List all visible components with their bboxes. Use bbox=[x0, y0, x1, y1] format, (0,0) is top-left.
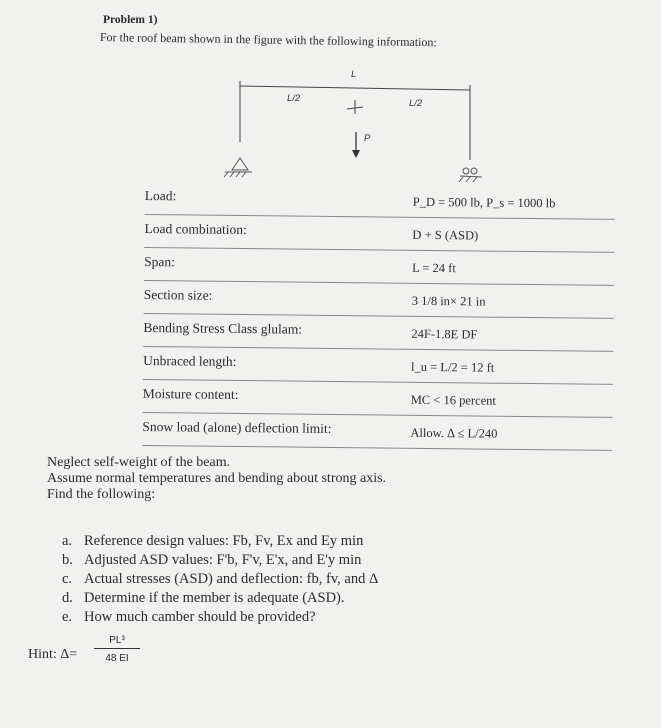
spec-row-load-combination bbox=[144, 215, 614, 253]
spec-label: Snow load (alone) deflection limit: bbox=[142, 418, 332, 436]
spec-label: Load: bbox=[144, 187, 177, 204]
hint-prefix: Hint: Δ= bbox=[28, 647, 78, 662]
spec-row-deflection-limit bbox=[142, 413, 612, 451]
task-text: Reference design values: Fb, Fv, Ex and Ey min bbox=[84, 533, 364, 549]
spec-row-span bbox=[144, 248, 614, 286]
spec-value: Allow. Δ ≤ L/240 bbox=[410, 425, 498, 441]
task-marker: b. bbox=[62, 552, 73, 568]
task-marker: c. bbox=[62, 571, 73, 587]
hint-numerator: PL³ bbox=[94, 635, 140, 649]
span-label: L bbox=[351, 69, 357, 80]
problem-intro: For the roof beam shown in the figure with the following information: bbox=[99, 30, 437, 50]
spec-label: Bending Stress Class glulam: bbox=[143, 319, 303, 337]
spec-value: 24F-1.8E DF bbox=[411, 326, 478, 342]
task-text: Actual stresses (ASD) and deflection: fb, fv, and Δ bbox=[84, 571, 379, 587]
note-line: Find the following: bbox=[47, 487, 156, 502]
task-marker: e. bbox=[62, 609, 73, 625]
task-text: How much camber should be provided? bbox=[84, 609, 316, 625]
spec-label: Moisture content: bbox=[142, 385, 239, 402]
task-item bbox=[62, 551, 378, 570]
spec-table bbox=[142, 182, 615, 451]
right-half-label: L/2 bbox=[409, 98, 423, 109]
spec-value: 3 1/8 in× 21 in bbox=[411, 293, 486, 309]
task-list bbox=[62, 532, 378, 627]
task-text: Determine if the member is adequate (ASD). bbox=[84, 590, 345, 606]
spec-row-unbraced-length bbox=[143, 347, 613, 385]
pin-support-icon bbox=[224, 158, 252, 177]
left-half-label: L/2 bbox=[287, 93, 301, 104]
task-item bbox=[62, 608, 378, 627]
roller-support-icon bbox=[459, 168, 482, 182]
note-line: Assume normal temperatures and bending about strong axis. bbox=[47, 471, 387, 486]
notes bbox=[47, 455, 386, 503]
problem-title: Problem 1) bbox=[103, 14, 158, 26]
spec-label: Unbraced length: bbox=[143, 352, 237, 369]
task-marker: d. bbox=[62, 590, 73, 606]
spec-value: MC < 16 percent bbox=[410, 392, 496, 408]
spec-label: Span: bbox=[144, 253, 176, 270]
hint-denominator: 48 EI bbox=[105, 653, 129, 664]
task-item bbox=[62, 532, 378, 551]
task-text: Adjusted ASD values: F'b, F'v, E'x, and E'y min bbox=[84, 552, 362, 568]
spec-value: D + S (ASD) bbox=[412, 227, 479, 243]
spec-row-stress-class bbox=[143, 314, 613, 352]
spec-row-load bbox=[145, 182, 615, 220]
spec-row-section-size bbox=[144, 281, 614, 319]
spec-value: l_u = L/2 = 12 ft bbox=[411, 359, 495, 375]
load-label: P bbox=[364, 133, 371, 144]
note-line: Neglect self-weight of the beam. bbox=[47, 455, 231, 470]
task-marker: a. bbox=[62, 533, 73, 549]
spec-label: Load combination: bbox=[144, 220, 247, 238]
spec-label: Section size: bbox=[143, 286, 213, 303]
spec-value: L = 24 ft bbox=[412, 260, 456, 276]
task-item bbox=[62, 589, 378, 608]
spec-value: P_D = 500 lb, P_s = 1000 lb bbox=[412, 194, 556, 211]
hint-fraction bbox=[94, 635, 140, 664]
task-item bbox=[62, 570, 378, 589]
dimension-line bbox=[240, 86, 470, 90]
beam-figure bbox=[0, 0, 661, 190]
spec-row-moisture bbox=[143, 380, 613, 418]
